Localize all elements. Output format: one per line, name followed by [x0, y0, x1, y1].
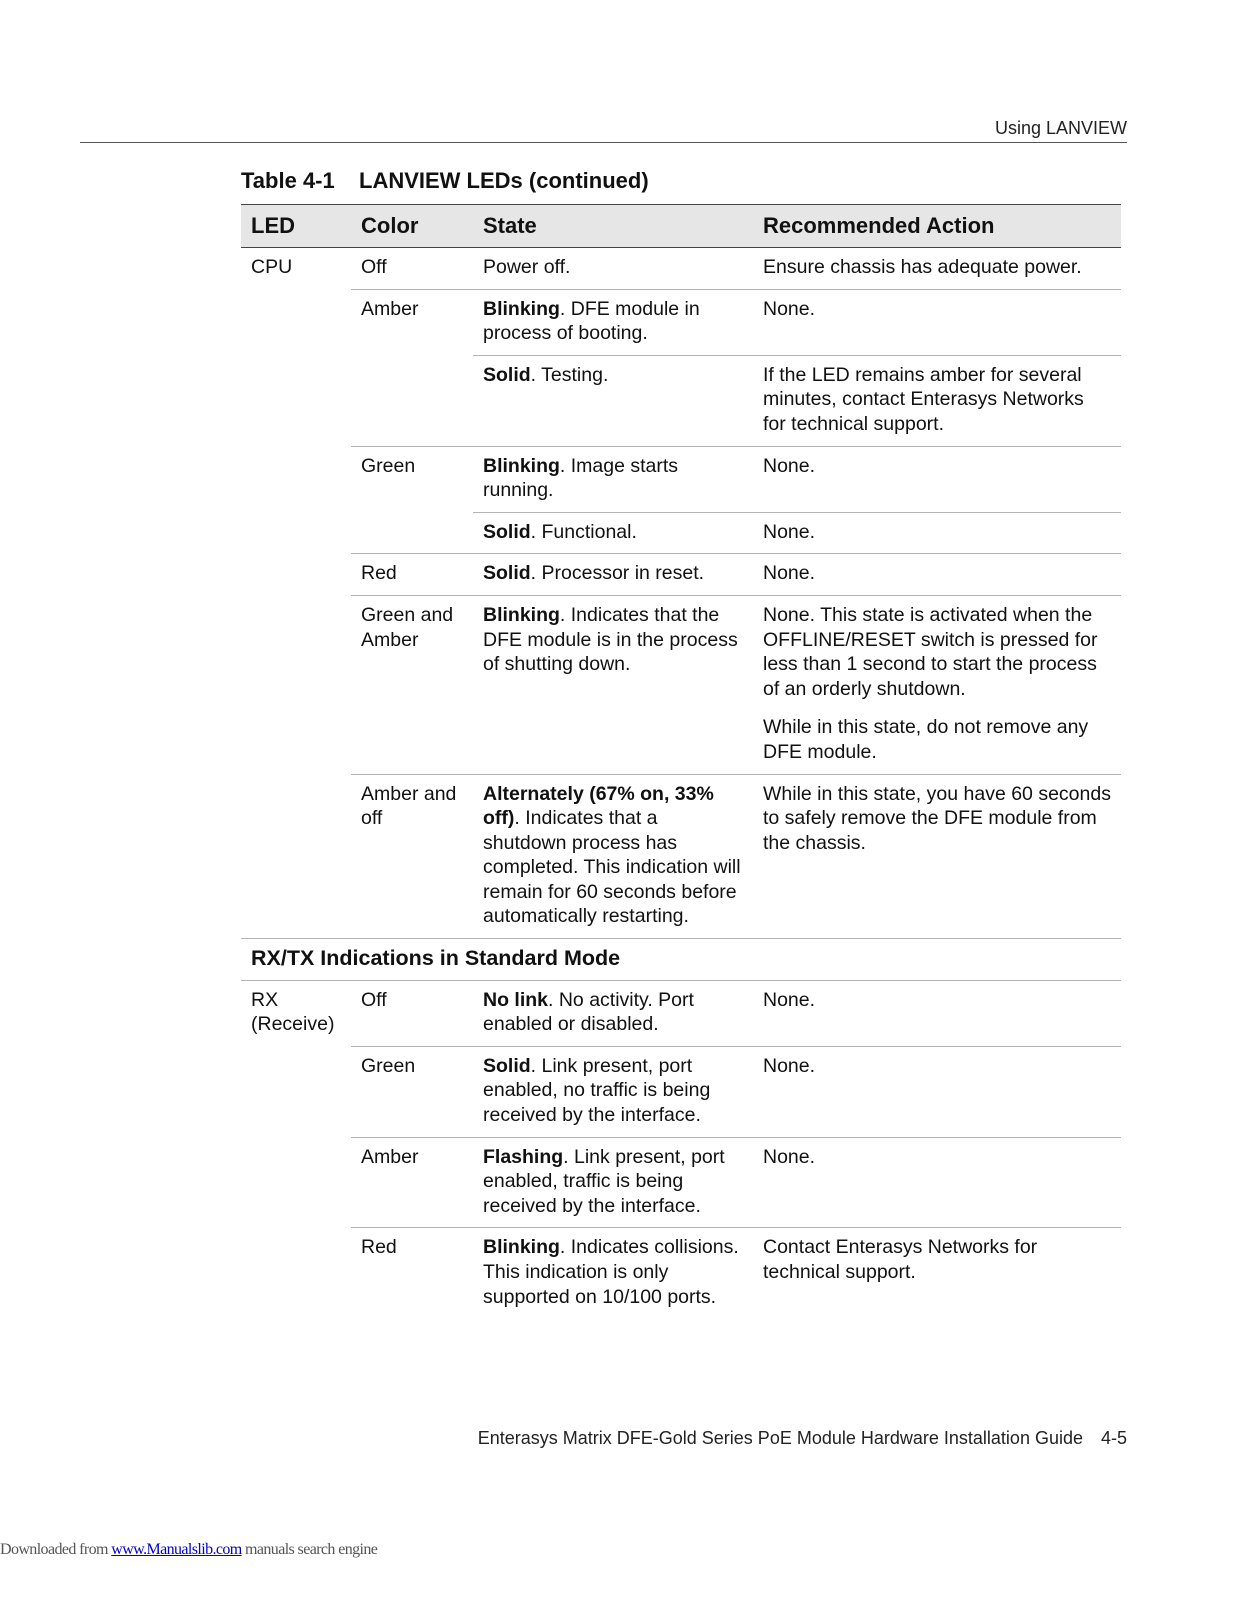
- color-cell: Amber: [351, 289, 473, 446]
- state-text: . Testing.: [530, 363, 609, 386]
- page-footer: [478, 1428, 1127, 1449]
- table-row: [241, 774, 1121, 939]
- action-cell: None.: [763, 988, 816, 1011]
- running-header: Using LANVIEW: [994, 118, 1127, 138]
- download-notice: [0, 1541, 377, 1559]
- state-text: . Processor in reset.: [530, 562, 705, 585]
- state-text: . Indicates collisions. This indication is only supported on 10/100 ports.: [483, 1236, 739, 1308]
- state-cell: [473, 595, 753, 774]
- header-rule: [80, 142, 1127, 143]
- action-cell: None.: [753, 512, 1121, 554]
- color-cell: Amber: [351, 1137, 473, 1228]
- action-text-note: While in this state, do not remove any DFE module.: [763, 716, 1089, 763]
- state-keyword: No link: [483, 988, 549, 1011]
- led-cell: CPU: [251, 256, 293, 278]
- download-prefix: Downloaded from: [0, 1541, 112, 1558]
- table-row: [241, 1046, 1121, 1137]
- download-suffix: manuals search engine: [241, 1541, 378, 1558]
- action-cell: None.: [753, 1046, 1121, 1137]
- state-text: . Link present, port enabled, no traffic is being received by the interface.: [483, 1054, 711, 1127]
- state-cell: [473, 554, 753, 596]
- color-cell: Green and Amber: [351, 595, 473, 774]
- table-row: [241, 980, 1121, 1046]
- action-cell: Contact Enterasys Networks for technical support.: [753, 1228, 1121, 1318]
- color-cell: Off: [361, 256, 387, 278]
- state-text: Power off.: [483, 256, 571, 278]
- color-cell: Green: [351, 446, 473, 554]
- table-title: LANVIEW LEDs (continued): [359, 168, 649, 193]
- color-cell: Green: [351, 1046, 473, 1137]
- state-cell: [473, 1228, 753, 1318]
- state-text: . DFE module in process of booting.: [483, 297, 700, 345]
- state-text: . Functional.: [530, 520, 637, 543]
- action-cell: None.: [753, 446, 1121, 512]
- state-cell: [473, 446, 753, 512]
- table-caption: [241, 168, 649, 194]
- section-title: RX/TX Indications in Standard Mode: [241, 939, 1121, 981]
- state-text: . No activity. Port enabled or disabled.: [483, 988, 694, 1036]
- table-row: [241, 289, 1121, 355]
- color-cell: Red: [351, 554, 473, 596]
- table-row: [241, 1228, 1121, 1318]
- action-cell: While in this state, you have 60 seconds to safely remove the DFE module from the chassis.: [753, 774, 1121, 939]
- state-keyword: Blinking: [483, 297, 560, 320]
- state-cell: [473, 774, 753, 939]
- state-cell: [473, 355, 753, 446]
- state-keyword: Solid: [483, 520, 531, 543]
- state-text: . Indicates that the DFE module is in the process of shutting down.: [483, 603, 738, 676]
- color-cell: Off: [361, 988, 387, 1011]
- lanview-led-table: [241, 204, 1121, 1318]
- table-row: [241, 446, 1121, 512]
- action-cell: Ensure chassis has adequate power.: [763, 256, 1082, 278]
- state-keyword: Solid: [483, 363, 531, 386]
- state-text: . Indicates that a shutdown process has completed. This indication will remain for 60 seconds before automatically restarting.: [483, 807, 741, 928]
- color-cell: Amber and off: [351, 774, 473, 939]
- table-row: [241, 554, 1121, 596]
- state-cell: [473, 1046, 753, 1137]
- manualslib-link[interactable]: www.Manualslib.com: [111, 1541, 242, 1558]
- state-cell: [473, 289, 753, 355]
- led-cell: RX (Receive): [251, 988, 335, 1036]
- state-keyword: Alternately (67% on, 33% off): [483, 782, 714, 830]
- action-text: None. This state is activated when the OFFLINE/RESET switch is pressed for less than 1 second to start the process of an orderly shutdown.: [763, 603, 1098, 700]
- action-cell: [753, 595, 1121, 774]
- state-text: . Link present, port enabled, traffic is being received by the interface.: [483, 1145, 725, 1217]
- state-cell: [473, 248, 753, 290]
- state-keyword: Blinking: [483, 603, 560, 626]
- table-row: [241, 248, 1121, 290]
- action-cell: If the LED remains amber for several minutes, contact Enterasys Networks for technical support.: [753, 355, 1121, 446]
- state-cell: [473, 512, 753, 554]
- column-header-action: Recommended Action: [753, 205, 1121, 248]
- state-keyword: Solid: [483, 1054, 531, 1077]
- section-row: [241, 939, 1121, 981]
- table-number: Table 4-1: [241, 168, 335, 193]
- column-header-state: State: [473, 205, 753, 248]
- state-keyword: Blinking: [483, 1236, 560, 1259]
- action-cell: None.: [753, 1137, 1121, 1228]
- color-cell: Red: [351, 1228, 473, 1318]
- state-cell: [473, 980, 753, 1046]
- column-header-led: LED: [241, 205, 351, 248]
- state-keyword: Blinking: [483, 454, 560, 477]
- footer-title: Enterasys Matrix DFE-Gold Series PoE Module Hardware Installation Guide: [477, 1428, 1083, 1448]
- table-row: [241, 1137, 1121, 1228]
- state-keyword: Solid: [483, 562, 531, 585]
- state-keyword: Flashing: [483, 1145, 564, 1168]
- state-text: . Image starts running.: [483, 454, 679, 502]
- column-header-color: Color: [351, 205, 473, 248]
- action-cell: None.: [753, 289, 1121, 355]
- state-cell: [473, 1137, 753, 1228]
- table-row: [241, 595, 1121, 774]
- page-number: 4-5: [1100, 1428, 1127, 1448]
- table-header-row: [241, 205, 1121, 248]
- action-cell: None.: [753, 554, 1121, 596]
